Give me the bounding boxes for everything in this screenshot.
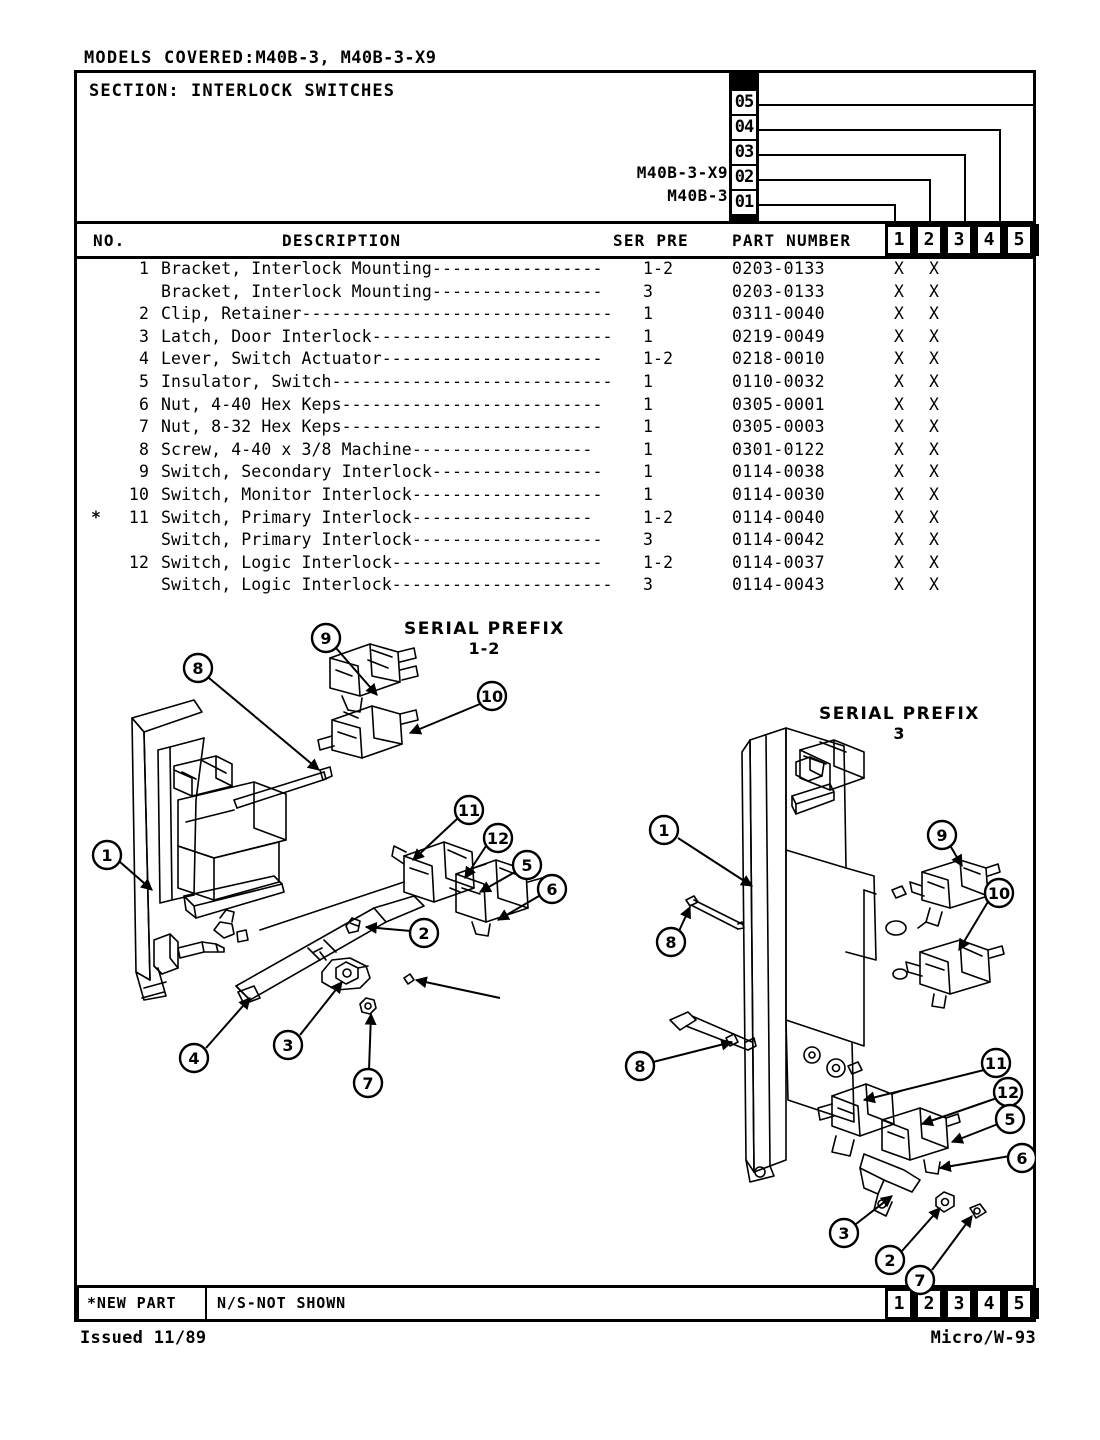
models-covered-values: M40B-3, M40B-3-X9 [255,48,437,68]
row-part-number: 0305-0003 [732,417,826,437]
row-model-mark-2: X [929,530,940,550]
model-code-01: 01 [732,191,756,214]
route-line-01-h [759,204,896,206]
callout-balloon-label: 11 [984,1054,1008,1073]
row-model-mark-1: X [894,530,905,550]
route-line-02-v [929,179,931,223]
row-part-number: 0114-0040 [732,507,826,527]
footer-model-column-2: 2 [918,1291,940,1317]
serial-prefix-label-left [404,620,565,658]
row-model-mark-1: X [894,281,905,301]
serial-prefix-label-right [819,705,980,743]
table-row [77,530,1033,553]
row-item-number: 6 [138,394,149,414]
row-description: Bracket, Interlock Mounting----------------- [161,281,603,301]
table-column-header [77,221,1033,259]
header-model-column-strip [885,224,1039,256]
row-part-number: 0218-0010 [732,349,826,369]
table-row [77,372,1033,395]
callout-balloon-label: 8 [192,659,204,678]
row-item-number: 12 [128,552,149,572]
model-name-1: M40B-3 [667,186,728,205]
row-description: Screw, 4-40 x 3/8 Machine------------------ [161,439,593,459]
callout-balloon-label: 6 [1016,1149,1028,1168]
callout-balloon-label: 7 [362,1074,374,1093]
row-ser-pre: 1 [643,304,654,324]
legend-not-shown: N/S-NOT SHOWN [205,1288,346,1319]
header-model-column-5: 5 [1008,227,1030,253]
row-model-mark-2: X [929,484,940,504]
row-model-mark-2: X [929,304,940,324]
column-header-ser-pre: SER PRE [613,231,689,250]
model-name-0: M40B-3-X9 [636,163,728,182]
row-description: Lever, Switch Actuator---------------------- [161,349,603,369]
row-description: Latch, Door Interlock------------------------ [161,326,613,346]
table-row [77,462,1033,485]
row-model-mark-2: X [929,349,940,369]
header-model-column-4: 4 [978,227,1000,253]
row-description: Switch, Monitor Interlock------------------- [161,484,603,504]
column-header-part-number: PART NUMBER [732,231,852,250]
row-ser-pre: 3 [643,281,654,301]
row-description: Switch, Logic Interlock---------------------- [161,575,613,595]
row-ser-pre: 1 [643,484,654,504]
model-code-02: 02 [732,166,756,189]
parts-list [77,259,1033,598]
row-model-mark-1: X [894,575,905,595]
row-model-mark-2: X [929,326,940,346]
route-line-03-h [759,154,966,156]
row-description: Switch, Primary Interlock------------------ [161,507,593,527]
row-part-number: 0219-0049 [732,326,826,346]
header-model-column-1: 1 [888,227,910,253]
row-description: Insulator, Switch---------------------------- [161,371,613,391]
route-line-04-v [999,129,1001,223]
row-part-number: 0311-0040 [732,304,826,324]
row-part-number: 0114-0030 [732,484,826,504]
row-description: Nut, 4-40 Hex Keps-------------------------- [161,394,603,414]
callout-balloon-label: 5 [1004,1110,1016,1129]
callout-balloon-label: 10 [480,687,504,706]
row-item-number: 3 [138,326,149,346]
model-code-04: 04 [732,116,756,139]
row-item-number: 4 [138,349,149,369]
row-part-number: 0114-0038 [732,462,826,482]
column-header-no: NO. [93,231,126,250]
footer-model-column-5: 5 [1008,1291,1030,1317]
table-row [77,575,1033,598]
row-ser-pre: 1-2 [643,552,674,572]
route-line-05-h [759,104,1036,106]
column-header-description: DESCRIPTION [282,231,402,250]
row-description: Clip, Retainer------------------------------- [161,304,613,324]
row-model-mark-1: X [894,439,905,459]
table-row [77,395,1033,418]
issued-date: Issued 11/89 [80,1328,207,1348]
row-model-mark-1: X [894,394,905,414]
row-part-number: 0203-0133 [732,259,826,278]
serial-prefix-left-value: 1-2 [468,639,501,658]
row-model-mark-1: X [894,326,905,346]
row-model-mark-1: X [894,259,905,278]
row-ser-pre: 1 [643,326,654,346]
row-item-number: 11 [128,507,149,527]
row-description: Switch, Primary Interlock------------------- [161,530,603,550]
callout-balloon-label: 2 [418,924,430,943]
models-covered-label: MODELS COVERED: [84,48,256,68]
row-model-mark-1: X [894,304,905,324]
row-item-number: 5 [138,371,149,391]
row-ser-pre: 1 [643,439,654,459]
serial-prefix-right-value: 3 [893,724,906,743]
row-model-mark-1: X [894,417,905,437]
model-code-03: 03 [732,141,756,164]
row-description: Nut, 8-32 Hex Keps-------------------------- [161,417,603,437]
model-code-05: 05 [732,91,756,114]
row-model-mark-1: X [894,462,905,482]
row-model-mark-2: X [929,259,940,278]
table-row [77,508,1033,531]
row-model-mark-1: X [894,507,905,527]
model-code-bar [729,71,759,223]
table-row [77,553,1033,576]
exploded-view-diagrams [74,600,1036,1300]
document-code: Micro/W-93 [930,1328,1036,1348]
callout-balloon-label: 12 [996,1083,1020,1102]
serial-prefix-right-title: SERIAL PREFIX [819,704,980,724]
row-item-number: 9 [138,462,149,482]
callout-balloon-label: 5 [521,856,533,875]
route-line-05-v [1034,104,1036,223]
table-row [77,304,1033,327]
row-part-number: 0114-0043 [732,575,826,595]
callout-balloon-label: 1 [101,846,113,865]
legend-new-part: *NEW PART [87,1294,177,1312]
row-part-number: 0301-0122 [732,439,826,459]
row-ser-pre: 1-2 [643,349,674,369]
row-model-mark-1: X [894,484,905,504]
callout-balloon-label: 7 [914,1271,926,1290]
callout-balloon-label: 9 [320,629,332,648]
callout-balloon-label: 6 [546,880,558,899]
row-part-number: 0114-0042 [732,530,826,550]
row-item-number: 2 [138,304,149,324]
table-row [77,440,1033,463]
route-line-04-h [759,129,1001,131]
row-model-mark-2: X [929,417,940,437]
row-item-number: 8 [138,439,149,459]
row-ser-pre: 3 [643,575,654,595]
callout-balloon-label: 10 [987,884,1011,903]
model-name-list [637,161,728,207]
row-ser-pre: 1-2 [643,507,674,527]
table-row [77,282,1033,305]
row-model-mark-2: X [929,552,940,572]
row-model-mark-2: X [929,394,940,414]
serial-prefix-left-title: SERIAL PREFIX [404,619,565,639]
callout-balloon-label: 12 [486,829,510,848]
header-model-column-3: 3 [948,227,970,253]
callout-balloon-label: 3 [282,1036,294,1055]
section-header [77,73,1033,221]
row-item-number: 10 [128,484,149,504]
row-ser-pre: 1 [643,371,654,391]
row-item-number: 1 [138,259,149,278]
route-line-03-v [964,154,966,223]
table-row [77,327,1033,350]
table-row [77,417,1033,440]
callout-balloon-label: 11 [457,801,481,820]
route-line-02-h [759,179,931,181]
row-model-mark-2: X [929,281,940,301]
row-model-mark-2: X [929,439,940,459]
callout-balloon-label: 2 [884,1251,896,1270]
row-new-part-marker: * [90,507,102,527]
footer-model-column-1: 1 [888,1291,910,1317]
section-title: SECTION: INTERLOCK SWITCHES [89,81,396,101]
row-ser-pre: 1 [643,394,654,414]
row-part-number: 0110-0032 [732,371,826,391]
row-model-mark-2: X [929,575,940,595]
row-model-mark-2: X [929,371,940,391]
row-ser-pre: 1-2 [643,259,674,278]
row-part-number: 0203-0133 [732,281,826,301]
row-description: Switch, Logic Interlock--------------------- [161,552,603,572]
table-row [77,485,1033,508]
row-model-mark-2: X [929,462,940,482]
footer-model-column-3: 3 [948,1291,970,1317]
row-model-mark-1: X [894,371,905,391]
callout-balloon-label: 3 [838,1224,850,1243]
row-part-number: 0114-0037 [732,552,826,572]
header-model-column-2: 2 [918,227,940,253]
row-ser-pre: 1 [643,462,654,482]
callout-balloon-label: 8 [634,1057,646,1076]
row-model-mark-1: X [894,349,905,369]
footer-model-column-4: 4 [978,1291,1000,1317]
callout-balloon-label: 9 [936,826,948,845]
row-model-mark-1: X [894,552,905,572]
models-covered-line [84,48,436,68]
row-model-mark-2: X [929,507,940,527]
callout-balloon-label: 4 [188,1049,200,1068]
row-description: Bracket, Interlock Mounting----------------- [161,259,603,278]
row-ser-pre: 3 [643,530,654,550]
row-description: Switch, Secondary Interlock----------------- [161,462,603,482]
table-row [77,349,1033,372]
row-item-number: 7 [138,417,149,437]
callout-balloon-label: 1 [658,821,670,840]
callout-balloon-label: 8 [665,933,677,952]
row-ser-pre: 1 [643,417,654,437]
row-part-number: 0305-0001 [732,394,826,414]
table-row [77,259,1033,282]
